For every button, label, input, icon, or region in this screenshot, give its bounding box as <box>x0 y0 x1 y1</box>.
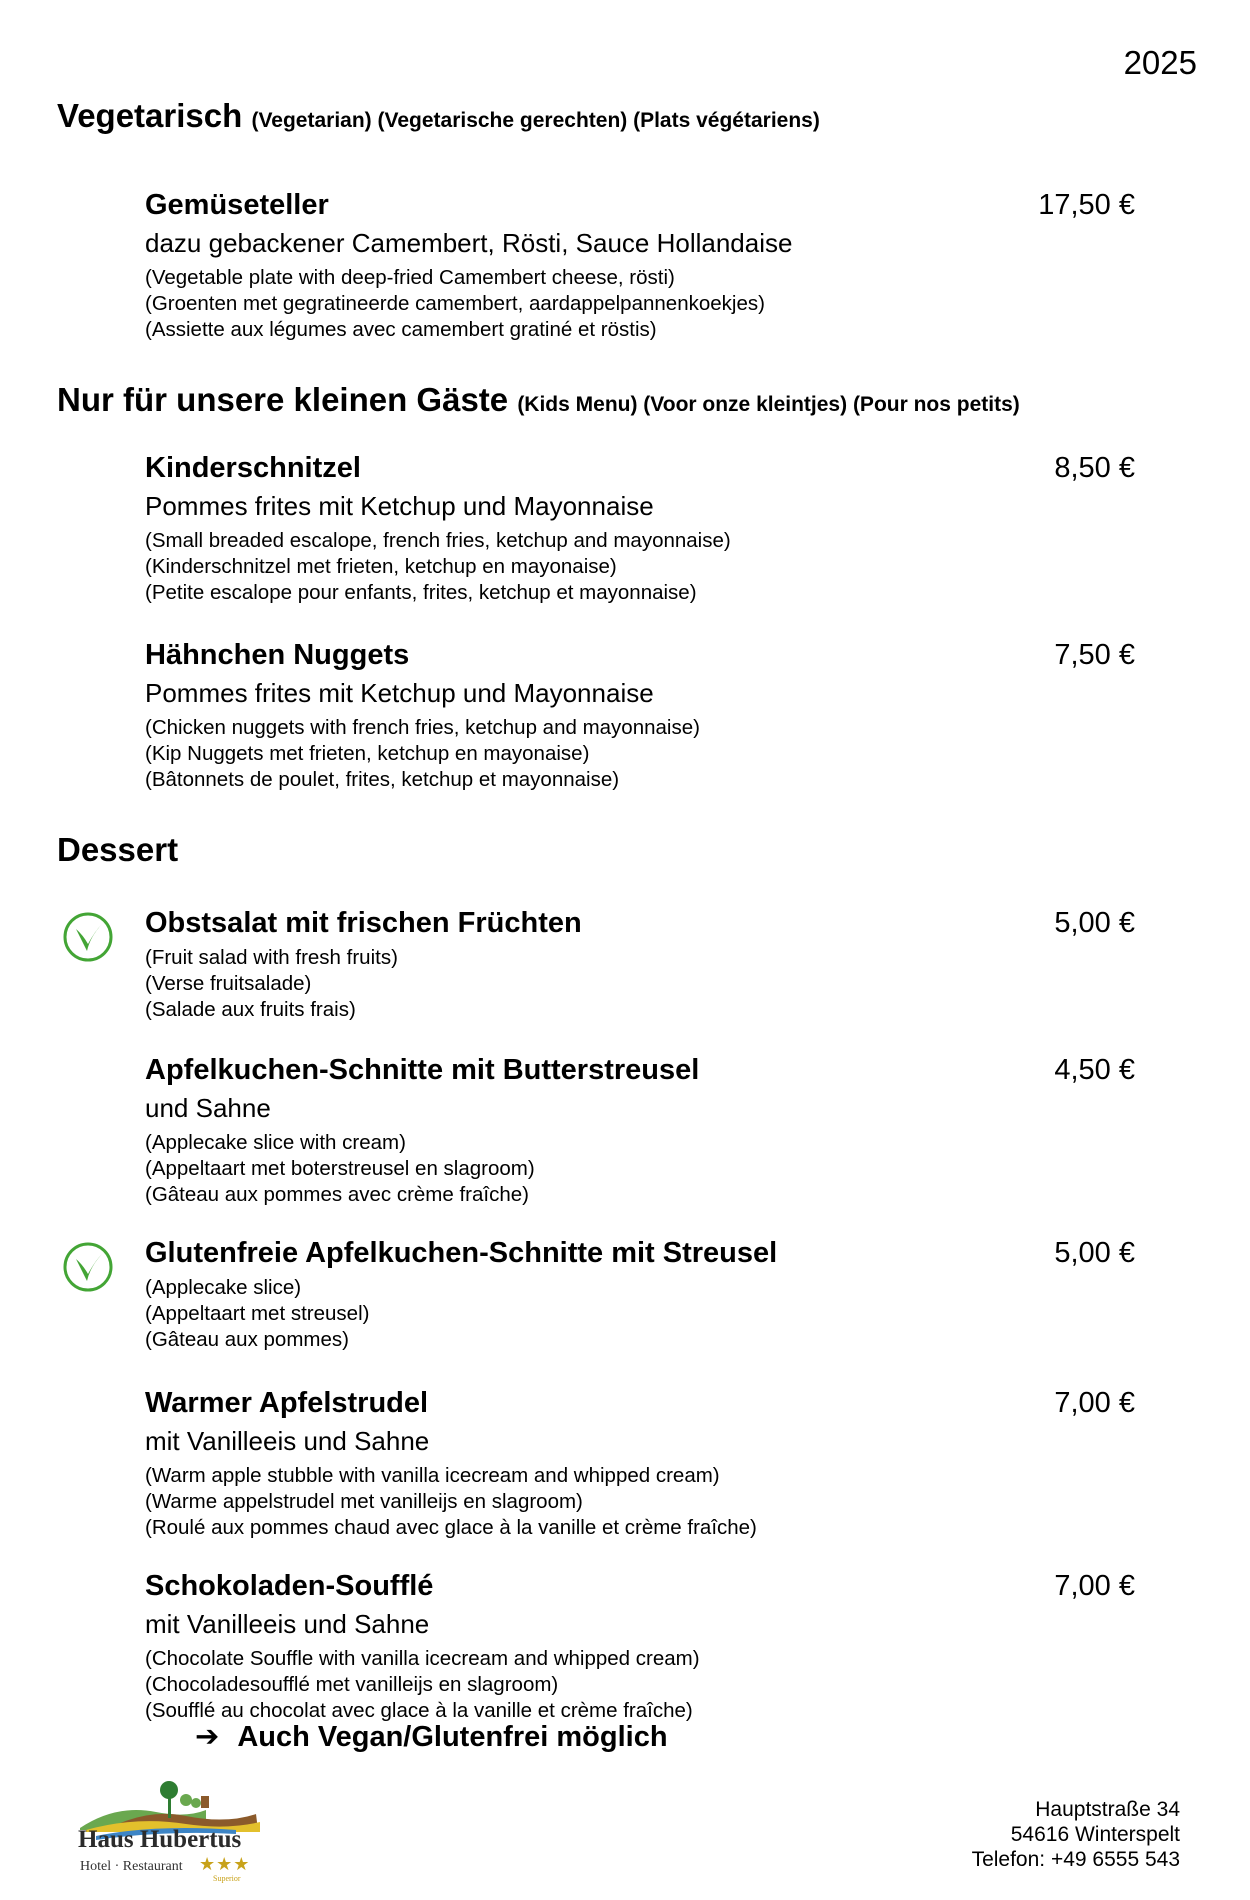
translation-nl: (Chocoladesoufflé met vanilleijs en slagroom) <box>145 1673 559 1696</box>
translation-en: (Chocolate Souffle with vanilla icecream and whipped cream) <box>145 1647 700 1670</box>
menu-item-apfelstrudel <box>145 1385 1135 1541</box>
translation-fr: (Assiette aux légumes avec camembert gratiné et röstis) <box>145 318 657 341</box>
vegan-leaf-icon <box>62 1241 114 1293</box>
vegan-gluten-free-note <box>195 1719 668 1754</box>
item-name: Apfelkuchen-Schnitte mit Butterstreusel <box>145 1054 700 1086</box>
item-price: 7,00 € <box>1054 1387 1135 1419</box>
item-name: Obstsalat mit frischen Früchten <box>145 907 582 939</box>
translation-en: (Warm apple stubble with vanilla icecream and whipped cream) <box>145 1464 720 1487</box>
item-price: 7,50 € <box>1054 639 1135 671</box>
menu-item-haehnchen-nuggets <box>145 637 1135 793</box>
translation-fr: (Bâtonnets de poulet, frites, ketchup et mayonnaise) <box>145 768 620 791</box>
translation-fr: (Gâteau aux pommes) <box>145 1328 349 1351</box>
item-translations <box>145 1130 1135 1208</box>
arrow-right-icon: ➔ <box>195 1721 220 1753</box>
logo-subtitle: Hotel · Restaurant <box>80 1859 183 1874</box>
item-name: Gemüseteller <box>145 189 329 221</box>
section-title-text: Vegetarisch <box>57 97 243 134</box>
address-block <box>972 1797 1180 1872</box>
section-title-dessert <box>57 831 178 869</box>
section-title-vegetarian <box>57 97 820 135</box>
section-subtitle: (Vegetarian) (Vegetarische gerechten) (Plats végétariens) <box>251 109 820 132</box>
section-title-text: Nur für unsere kleinen Gäste <box>57 381 509 418</box>
item-description: und Sahne <box>145 1093 271 1123</box>
item-translations <box>145 1275 1135 1353</box>
vegan-leaf-icon <box>62 911 114 963</box>
item-price: 5,00 € <box>1054 1237 1135 1269</box>
logo-name: Haus Hubertus <box>78 1826 242 1853</box>
item-price: 17,50 € <box>1038 189 1135 221</box>
translation-en: (Chicken nuggets with french fries, ketchup and mayonnaise) <box>145 716 700 739</box>
item-price: 5,00 € <box>1054 907 1135 939</box>
item-translations <box>145 1463 1135 1541</box>
item-description: Pommes frites mit Ketchup und Mayonnaise <box>145 491 654 521</box>
translation-en: (Small breaded escalope, french fries, ketchup and mayonnaise) <box>145 529 731 552</box>
year-label: 2025 <box>1123 44 1197 81</box>
item-translations <box>145 265 1135 343</box>
item-translations <box>145 1646 1135 1724</box>
item-name: Hähnchen Nuggets <box>145 639 410 671</box>
translation-nl: (Kip Nuggets met frieten, ketchup en mayonaise) <box>145 742 590 765</box>
item-name: Glutenfreie Apfelkuchen-Schnitte mit Streusel <box>145 1237 778 1269</box>
translation-fr: (Gâteau aux pommes avec crème fraîche) <box>145 1183 529 1206</box>
item-description: mit Vanilleeis und Sahne <box>145 1426 430 1456</box>
translation-en: (Vegetable plate with deep-fried Camembert cheese, rösti) <box>145 266 675 289</box>
section-title-text: Dessert <box>57 831 179 868</box>
translation-en: (Fruit salad with fresh fruits) <box>145 946 398 969</box>
menu-item-obstsalat <box>145 905 1135 1023</box>
menu-item-apfelkuchen <box>145 1052 1135 1208</box>
item-name: Warmer Apfelstrudel <box>145 1387 429 1419</box>
translation-nl: (Verse fruitsalade) <box>145 972 312 995</box>
address-phone: Telefon: +49 6555 543 <box>971 1848 1180 1871</box>
item-description: dazu gebackener Camembert, Rösti, Sauce Hollandaise <box>145 228 793 258</box>
note-text: Auch Vegan/Glutenfrei möglich <box>237 1721 668 1753</box>
item-name: Kinderschnitzel <box>145 452 361 484</box>
menu-item-gemueseteller <box>145 187 1135 343</box>
item-translations <box>145 528 1135 606</box>
address-city: 54616 Winterspelt <box>1010 1823 1180 1846</box>
translation-fr: (Soufflé au chocolat avec glace à la vanille et crème fraîche) <box>145 1699 693 1722</box>
item-translations <box>145 715 1135 793</box>
section-subtitle: (Kids Menu) (Voor onze kleintjes) (Pour nos petits) <box>517 393 1020 416</box>
item-description: mit Vanilleeis und Sahne <box>145 1609 430 1639</box>
menu-item-glutenfreie-apfelkuchen <box>145 1235 1135 1353</box>
address-street: Hauptstraße 34 <box>1035 1798 1180 1821</box>
item-description: Pommes frites mit Ketchup und Mayonnaise <box>145 678 654 708</box>
logo-stars-icon: ★★★ <box>199 1854 251 1874</box>
menu-item-schokoladen-souffle <box>145 1568 1135 1724</box>
item-price: 8,50 € <box>1054 452 1135 484</box>
translation-en: (Applecake slice with cream) <box>145 1131 406 1154</box>
section-title-kids <box>57 381 1020 419</box>
translation-nl: (Warme appelstrudel met vanilleijs en slagroom) <box>145 1490 583 1513</box>
item-name: Schokoladen-Soufflé <box>145 1570 434 1602</box>
translation-en: (Applecake slice) <box>145 1276 302 1299</box>
translation-nl: (Kinderschnitzel met frieten, ketchup en mayonaise) <box>145 555 617 578</box>
menu-item-kinderschnitzel <box>145 450 1135 606</box>
item-translations <box>145 945 1135 1023</box>
translation-fr: (Roulé aux pommes chaud avec glace à la vanille et crème fraîche) <box>145 1516 757 1539</box>
translation-fr: (Salade aux fruits frais) <box>145 998 356 1021</box>
item-price: 7,00 € <box>1054 1570 1135 1602</box>
translation-nl: (Appeltaart met boterstreusel en slagroom) <box>145 1157 535 1180</box>
translation-nl: (Groenten met gegratineerde camembert, aardappelpannenkoekjes) <box>145 292 765 315</box>
translation-nl: (Appeltaart met streusel) <box>145 1302 370 1325</box>
translation-fr: (Petite escalope pour enfants, frites, ketchup et mayonnaise) <box>145 581 697 604</box>
item-price: 4,50 € <box>1054 1054 1135 1086</box>
logo-superior: Superior <box>213 1874 241 1883</box>
